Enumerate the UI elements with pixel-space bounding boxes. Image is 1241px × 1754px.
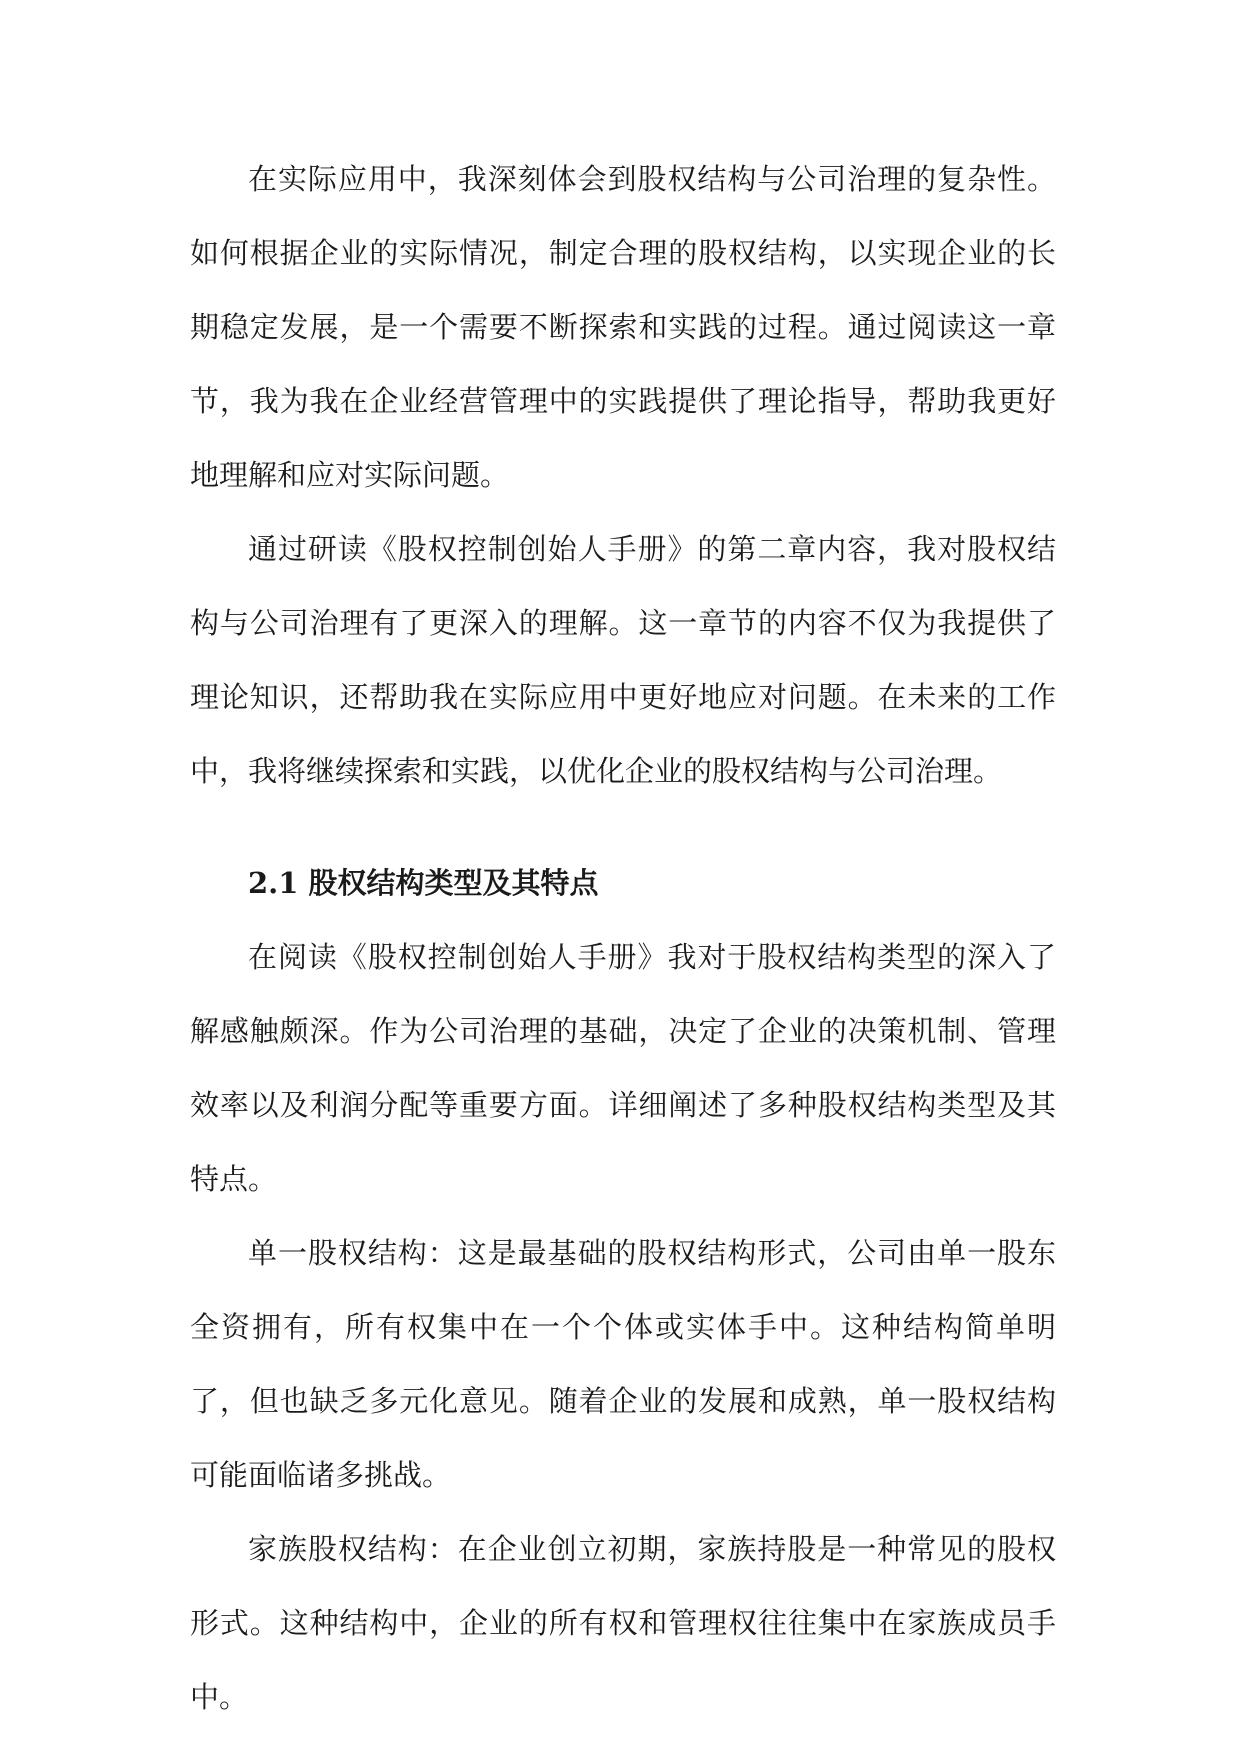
paragraph-single-equity-structure: 单一股权结构：这是最基础的股权结构形式，公司由单一股东全资拥有，所有权集中在一个个体或实体手中。这种结构简单明了，但也缺乏多元化意见。随着企业的发展和成熟，单一股权结构可能面临诸多挑战。 xyxy=(190,1236,1056,1492)
section-heading: 2.1 股权结构类型及其特点 xyxy=(248,866,599,900)
document-page xyxy=(190,142,1056,1734)
paragraph-structure-types-intro: 在阅读《股权控制创始人手册》我对于股权结构类型的深入了解感触颇深。作为公司治理的基础，决定了企业的决策机制、管理效率以及利润分配等重要方面。详细阐述了多种股权结构类型及其特点。 xyxy=(190,940,1056,1196)
paragraph-practical-application: 在实际应用中，我深刻体会到股权结构与公司治理的复杂性。如何根据企业的实际情况，制定合理的股权结构，以实现企业的长期稳定发展，是一个需要不断探索和实践的过程。通过阅读这一章节，我为我在企业经营管理中的实践提供了理论指导，帮助我更好地理解和应对实际问题。 xyxy=(190,162,1056,492)
paragraph-chapter-summary: 通过研读《股权控制创始人手册》的第二章内容，我对股权结构与公司治理有了更深入的理解。这一章节的内容不仅为我提供了理论知识，还帮助我在实际应用中更好地应对问题。在未来的工作中，我将继续探索和实践，以优化企业的股权结构与公司治理。 xyxy=(190,532,1056,788)
paragraph-family-equity-structure: 家族股权结构：在企业创立初期，家族持股是一种常见的股权形式。这种结构中，企业的所有权和管理权往往集中在家族成员手中。 xyxy=(190,1532,1056,1714)
